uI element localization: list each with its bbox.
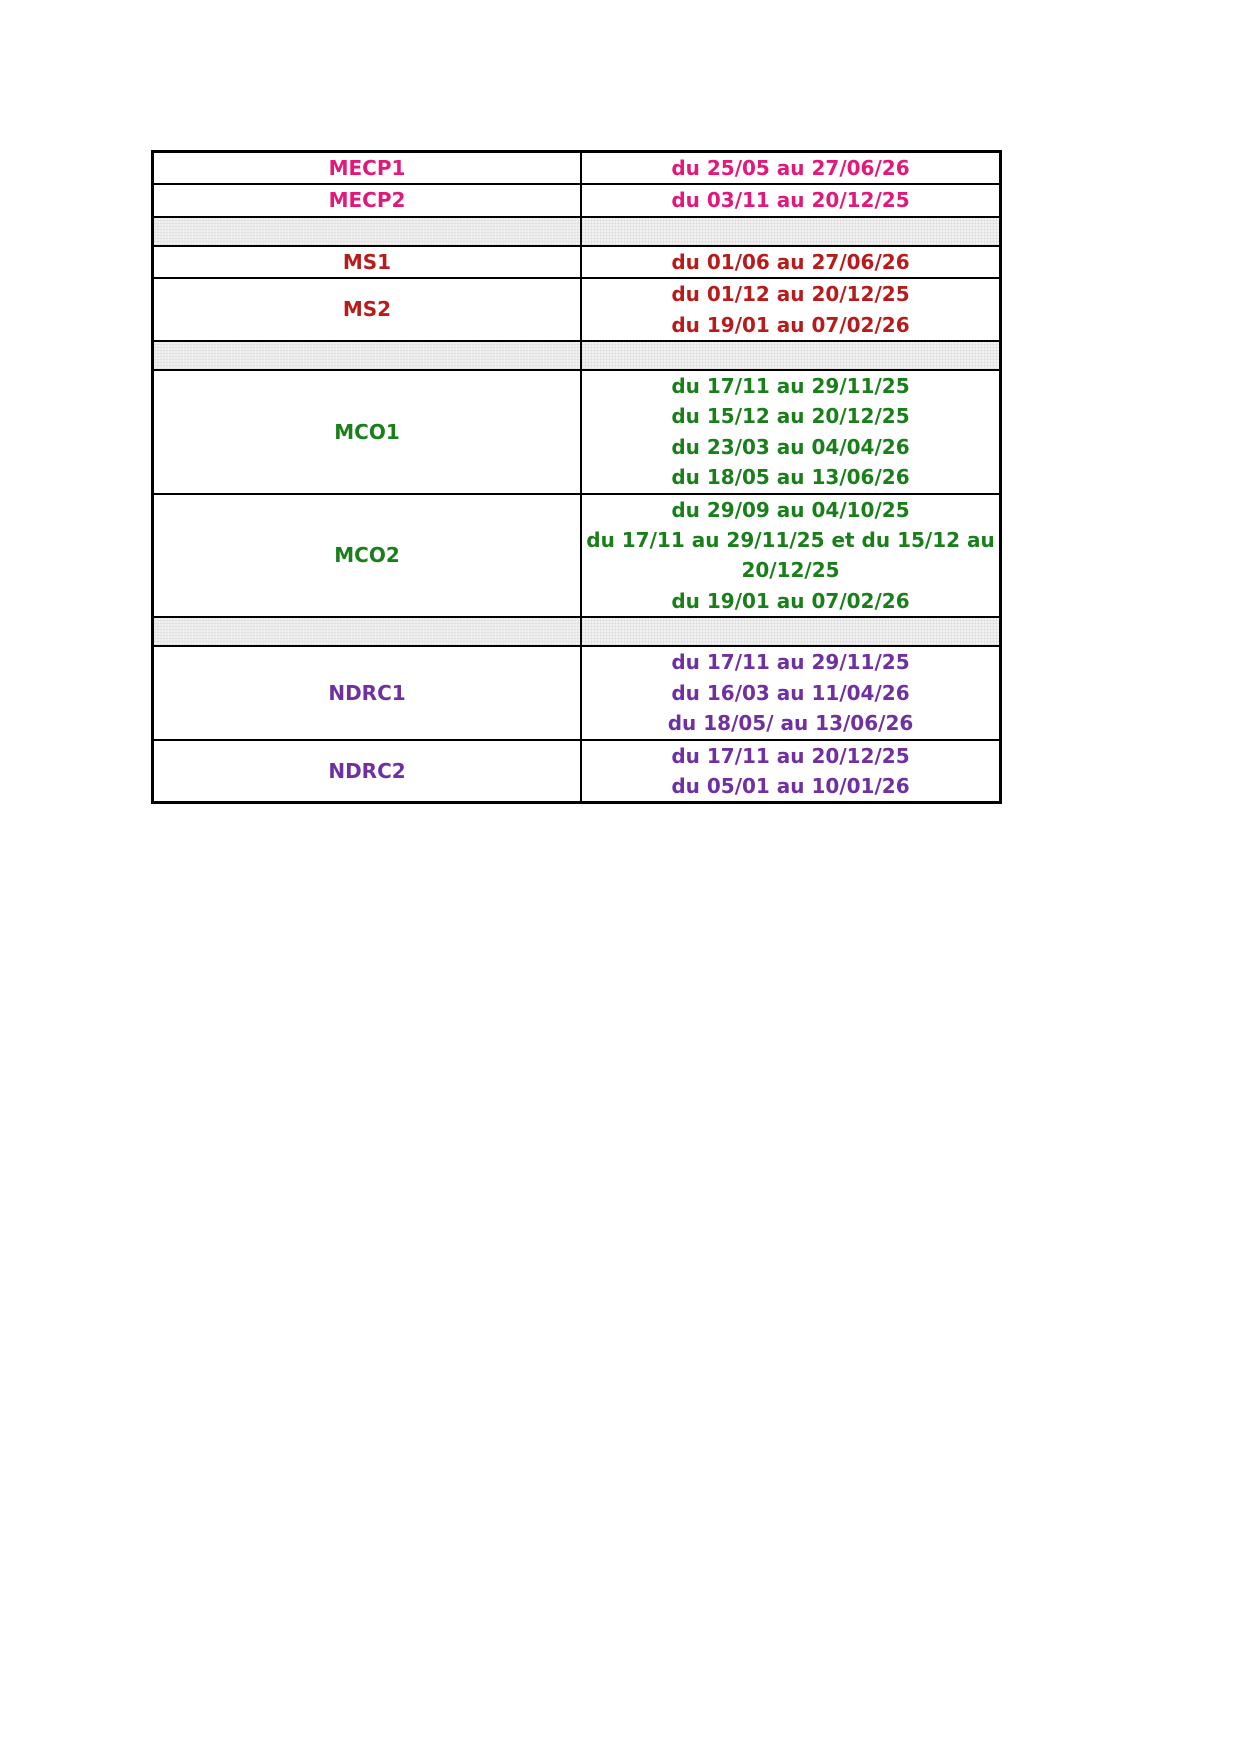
date-range: du 17/11 au 29/11/25 [671, 374, 910, 399]
class-name-cell: MECP2 [153, 184, 582, 216]
date-range: du 01/12 au 20/12/25 [671, 282, 910, 307]
dates-cell [581, 184, 1001, 216]
date-range: du 19/01 au 07/02/26 [671, 588, 910, 613]
date-range: du 17/11 au 20/12/25 [671, 743, 910, 768]
separator-cell [153, 341, 582, 370]
dates-cell [581, 246, 1001, 278]
date-range: du 15/12 au 20/12/25 [671, 404, 910, 429]
dates-cell [581, 740, 1001, 803]
table-row [153, 740, 1001, 803]
table-row [153, 184, 1001, 216]
date-range: du 29/09 au 04/10/25 [671, 497, 910, 522]
date-range: du 05/01 au 10/01/26 [671, 773, 910, 798]
date-range: du 01/06 au 27/06/26 [671, 249, 910, 274]
date-range: du 17/11 au 29/11/25 et du 15/12 au 20/12/25 [586, 528, 995, 583]
table-row [153, 646, 1001, 739]
separator-row [153, 341, 1001, 370]
class-name-cell: MS2 [153, 278, 582, 341]
date-range: du 19/01 au 07/02/26 [671, 312, 910, 337]
table-row [153, 246, 1001, 278]
class-name-cell: MCO2 [153, 494, 582, 618]
table-row [153, 494, 1001, 618]
class-name-cell: NDRC1 [153, 646, 582, 739]
dates-cell [581, 278, 1001, 341]
separator-cell [581, 341, 1001, 370]
separator-row [153, 617, 1001, 646]
separator-cell [581, 217, 1001, 246]
table-row [153, 278, 1001, 341]
dates-cell [581, 370, 1001, 494]
schedule-table [151, 150, 1002, 804]
class-name-cell: MS1 [153, 246, 582, 278]
table-row [153, 370, 1001, 494]
date-range: du 17/11 au 29/11/25 [671, 650, 910, 675]
separator-cell [153, 617, 582, 646]
table-row [153, 152, 1001, 185]
date-range: du 16/03 au 11/04/26 [671, 680, 910, 705]
class-name-cell: MCO1 [153, 370, 582, 494]
date-range: du 18/05 au 13/06/26 [671, 465, 910, 490]
dates-cell [581, 646, 1001, 739]
separator-cell [153, 217, 582, 246]
date-range: du 23/03 au 04/04/26 [671, 434, 910, 459]
date-range: du 25/05 au 27/06/26 [671, 156, 910, 180]
separator-cell [581, 617, 1001, 646]
separator-row [153, 217, 1001, 246]
date-range: du 03/11 au 20/12/25 [671, 188, 910, 213]
dates-cell [581, 494, 1001, 618]
date-range: du 18/05/ au 13/06/26 [667, 711, 914, 736]
schedule-table-body [153, 152, 1001, 803]
class-name-cell: MECP1 [153, 152, 582, 185]
dates-cell [581, 152, 1001, 185]
class-name-cell: NDRC2 [153, 740, 582, 803]
